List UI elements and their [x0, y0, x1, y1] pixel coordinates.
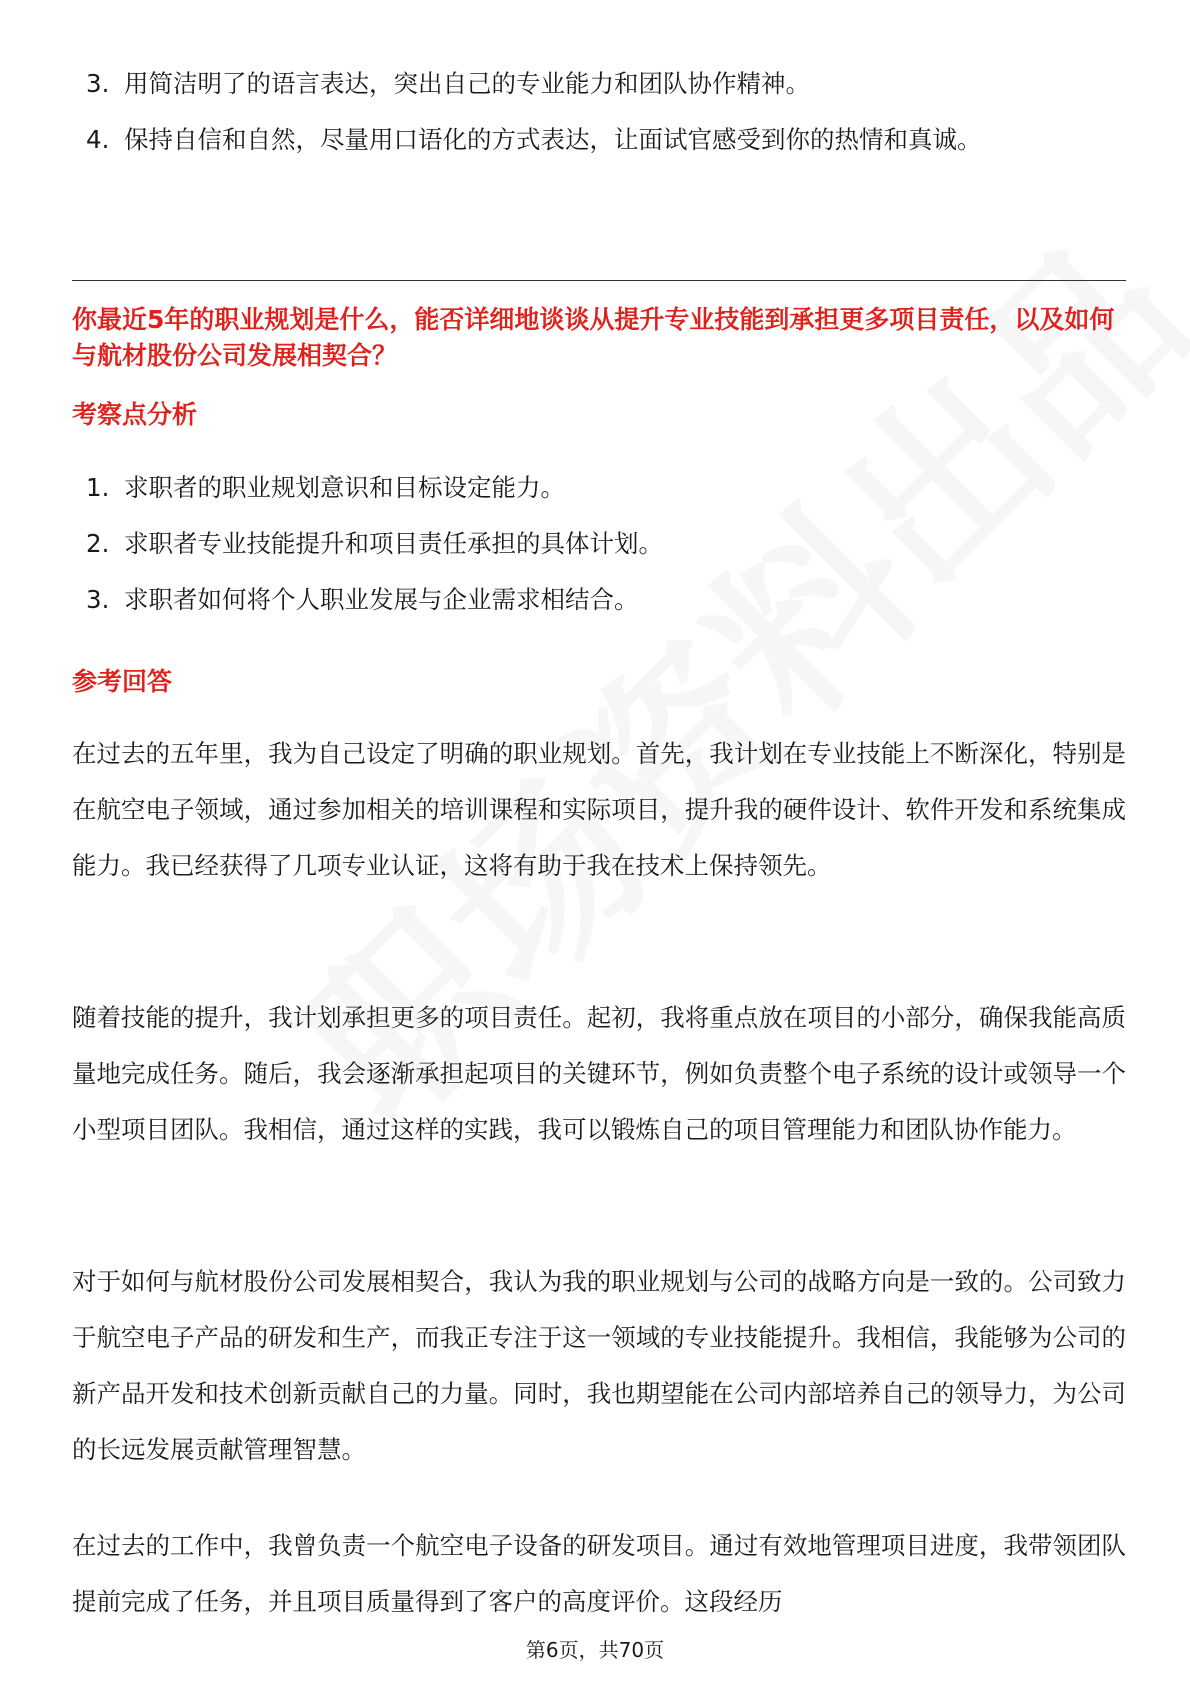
tips-list — [72, 56, 1126, 168]
list-item — [72, 112, 1126, 168]
list-text: 求职者专业技能提升和项目责任承担的具体计划。 — [124, 529, 663, 558]
list-item — [72, 572, 1126, 628]
list-text: 求职者如何将个人职业发展与企业需求相结合。 — [124, 585, 639, 614]
list-text: 保持自信和自然，尽量用口语化的方式表达，让面试官感受到你的热情和真诚。 — [124, 125, 982, 154]
question-heading: 你最近5年的职业规划是什么，能否详细地谈谈从提升专业技能到承担更多项目责任，以及如何与航材股份公司发展相契合？ — [72, 305, 1115, 370]
list-number: 3. — [86, 585, 110, 614]
page-number: 第6页，共70页 — [525, 1638, 665, 1662]
list-number: 3. — [86, 69, 110, 98]
list-text: 求职者的职业规划意识和目标设定能力。 — [124, 473, 565, 502]
answer-paragraph: 随着技能的提升，我计划承担更多的项目责任。起初，我将重点放在项目的小部分，确保我能高质量地完成任务。随后，我会逐渐承担起项目的关键环节，例如负责整个电子系统的设计或领导一个小型项目团队。我相信，通过这样的实践，我可以锻炼自己的项目管理能力和团队协作能力。 — [72, 1003, 1126, 1144]
analysis-title: 考察点分析 — [72, 400, 198, 429]
list-item — [72, 460, 1126, 516]
section-divider — [72, 280, 1126, 281]
answer-title: 参考回答 — [72, 667, 173, 696]
answer-paragraph: 在过去的五年里，我为自己设定了明确的职业规划。首先，我计划在专业技能上不断深化，特别是在航空电子领域，通过参加相关的培训课程和实际项目，提升我的硬件设计、软件开发和系统集成能力。我已经获得了几项专业认证，这将有助于我在技术上保持领先。 — [72, 739, 1126, 880]
analysis-list — [72, 460, 1126, 628]
document-page — [72, 0, 1126, 1684]
list-text: 用简洁明了的语言表达，突出自己的专业能力和团队协作精神。 — [124, 69, 810, 98]
list-number: 1. — [86, 473, 110, 502]
answer-paragraph: 在过去的工作中，我曾负责一个航空电子设备的研发项目。通过有效地管理项目进度，我带领团队提前完成了任务，并且项目质量得到了客户的高度评价。这段经历 — [72, 1531, 1126, 1616]
list-item — [72, 516, 1126, 572]
list-item — [72, 56, 1126, 112]
list-number: 2. — [86, 529, 110, 558]
answer-paragraph: 对于如何与航材股份公司发展相契合，我认为我的职业规划与公司的战略方向是一致的。公司致力于航空电子产品的研发和生产，而我正专注于这一领域的专业技能提升。我相信，我能够为公司的新产品开发和技术创新贡献自己的力量。同时，我也期望能在公司内部培养自己的领导力，为公司的长远发展贡献管理智慧。 — [72, 1267, 1126, 1464]
list-number: 4. — [86, 125, 110, 154]
